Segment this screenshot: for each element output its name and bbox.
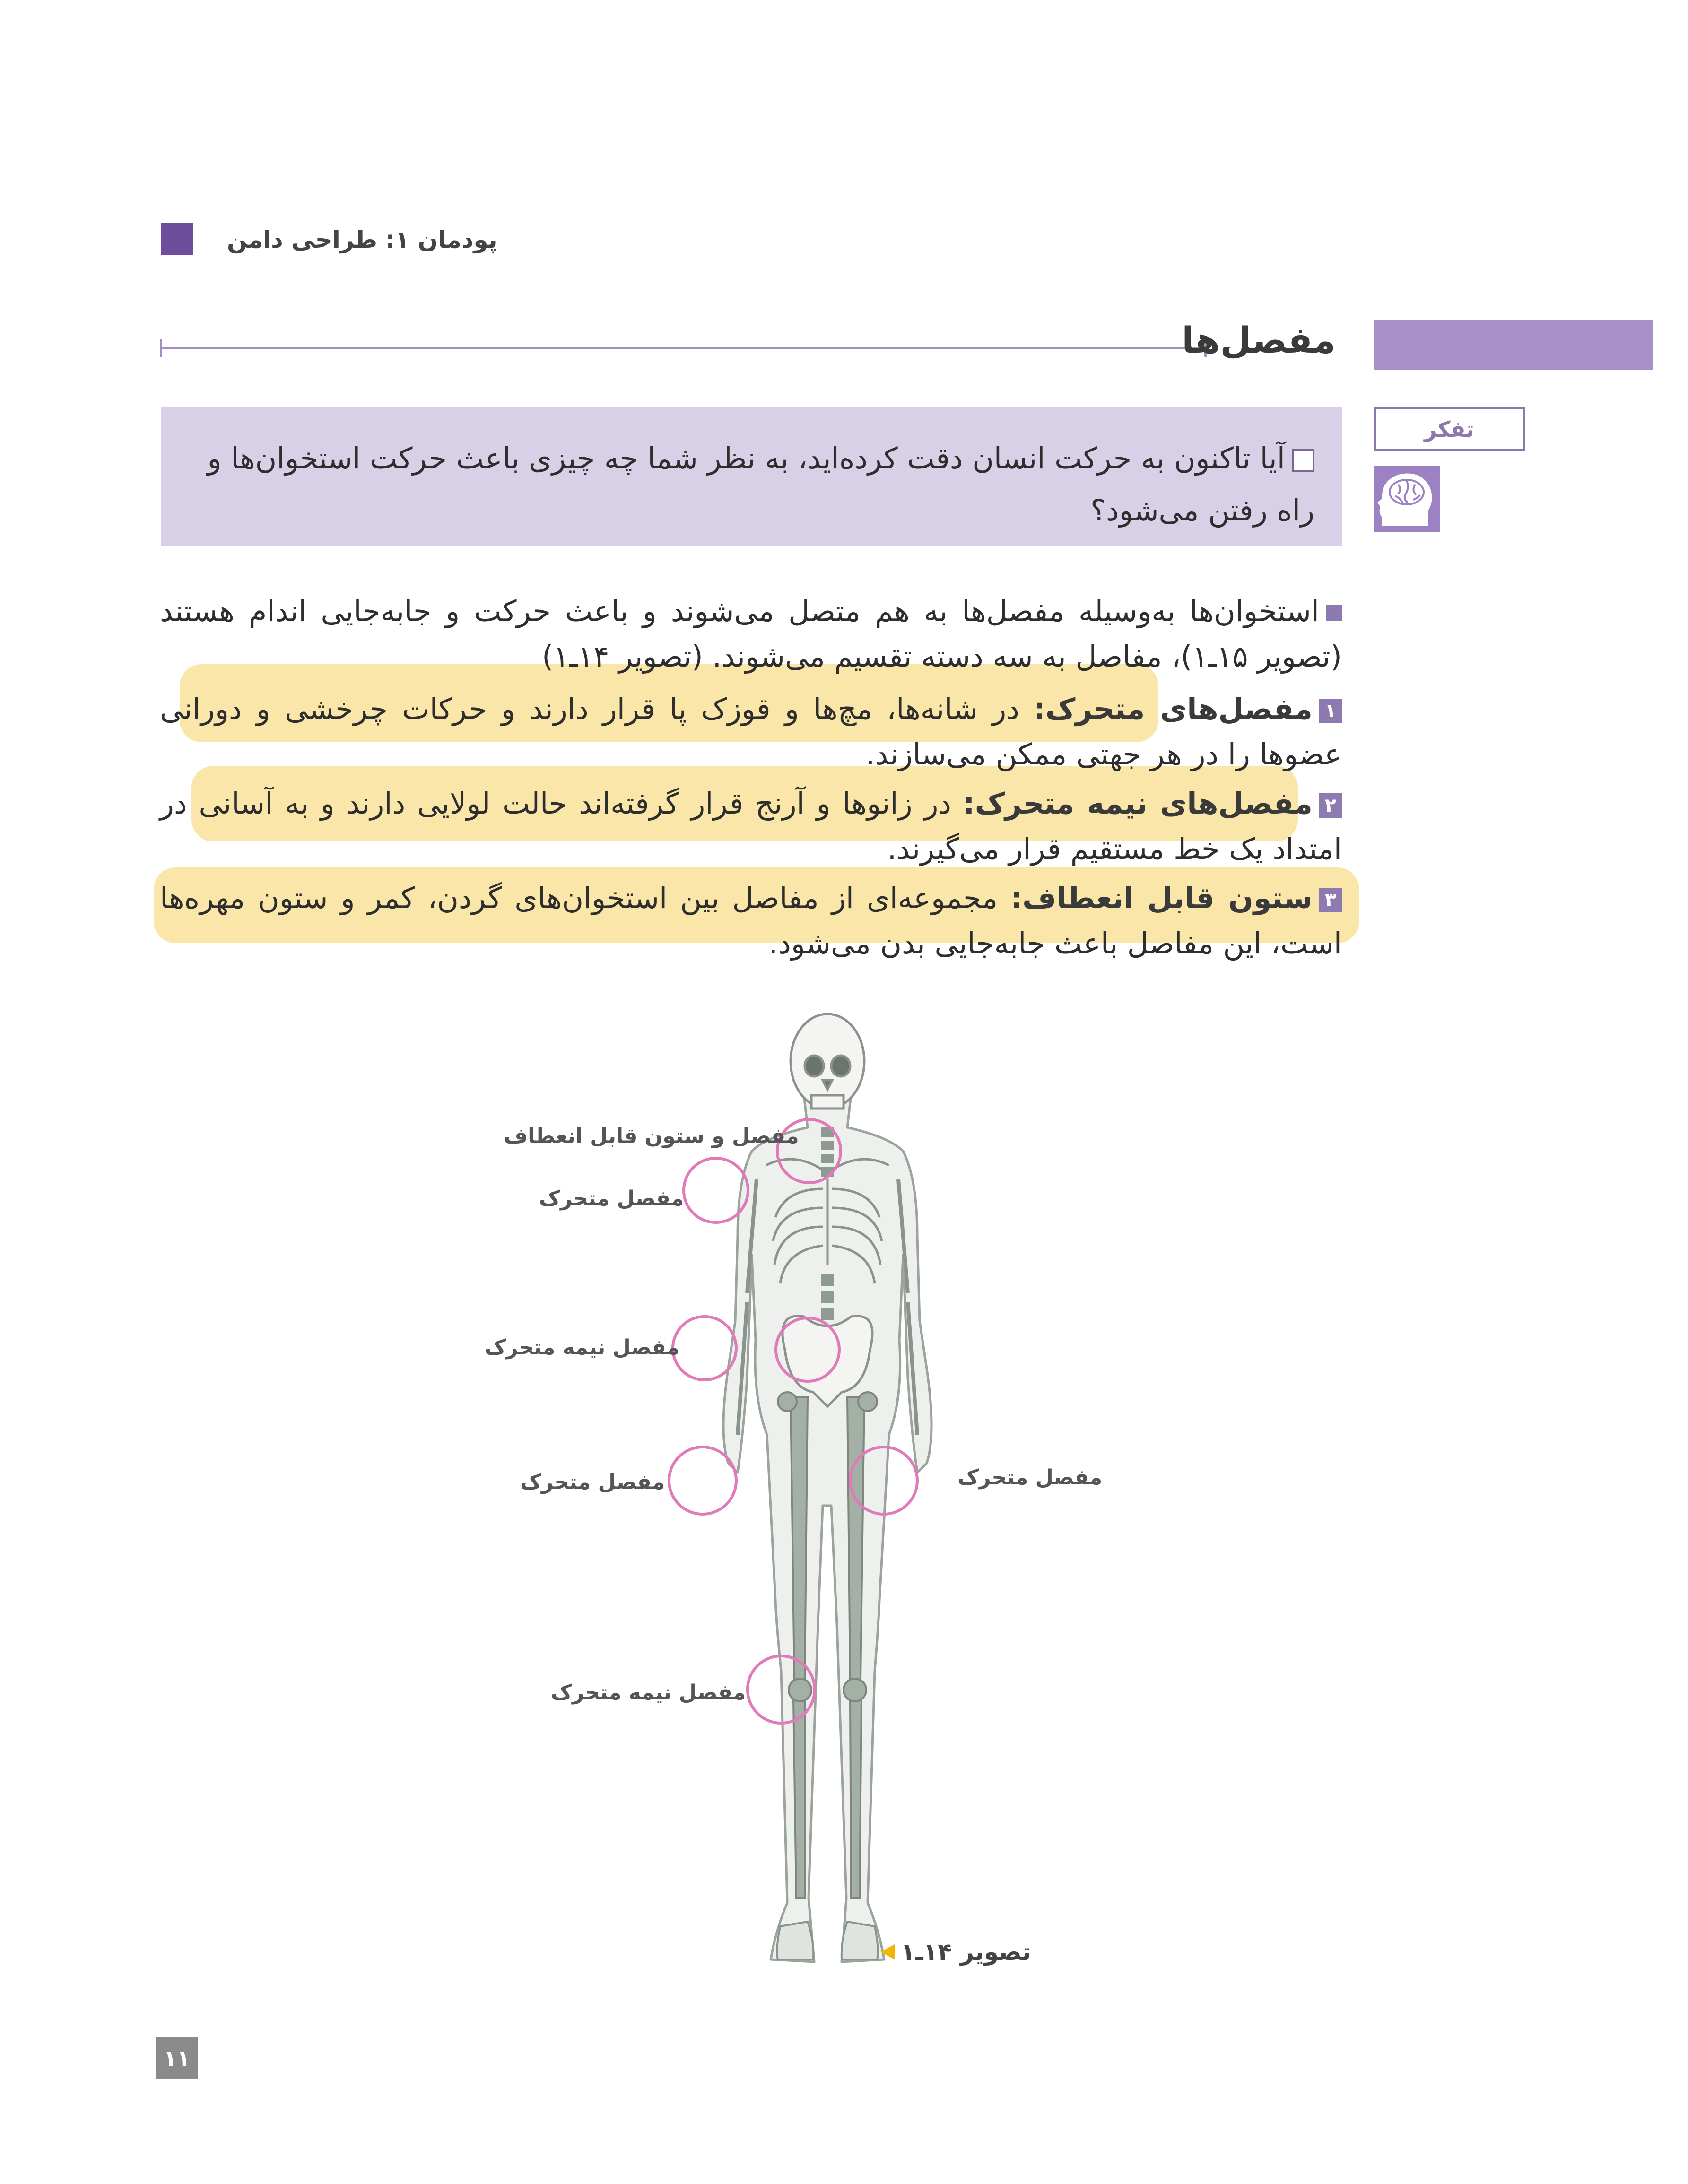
item-term: مفصل‌های نیمه متحرک: — [963, 786, 1313, 821]
joint-ring-hip — [849, 1446, 919, 1516]
page-number-box — [156, 2037, 198, 2079]
item-number: ۲ — [1319, 793, 1342, 818]
label-elbow: مفصل نیمه متحرک — [485, 1335, 680, 1360]
think-tag-label: تفکر — [1424, 416, 1474, 442]
caption-arrow-icon — [880, 1944, 895, 1959]
header-square — [161, 223, 193, 255]
list-item — [160, 875, 1342, 966]
list-item — [160, 781, 1342, 872]
item-text: مجموعه‌ای از مفاصل بین استخوان‌های گردن، کمر و ستون مهره‌ها است، این مفاصل باعث جابه‌جایی بدن می‌شود. — [160, 881, 1342, 961]
list-item — [160, 686, 1342, 777]
page-number: ۱۱ — [163, 2045, 191, 2071]
checkbox[interactable] — [1292, 449, 1314, 472]
section-rule — [161, 347, 1206, 349]
item-text: در زانوها و آرنج قرار گرفته‌اند حالت لولایی دارند و به آسانی در امتداد یک خط مستقیم قرار می‌گیرند. — [160, 786, 1342, 866]
item-number: ۳ — [1319, 888, 1342, 912]
label-wrist: مفصل متحرک — [520, 1470, 665, 1494]
section-tab — [1374, 320, 1653, 370]
figure-caption: تصویر ۱۴ـ۱ — [901, 1938, 1031, 1966]
joint-ring-shoulder — [682, 1157, 749, 1224]
joint-ring-spine — [774, 1317, 841, 1383]
label-shoulder: مفصل متحرک — [539, 1187, 684, 1211]
item-term: ستون قابل انعطاف: — [1010, 881, 1313, 915]
item-term: مفصل‌های متحرک: — [1034, 692, 1313, 726]
intro-text: استخوان‌ها به‌وسیله مفصل‌ها به هم متصل می‌شوند و باعث حرکت و جابه‌جایی اندام هستند (تصویر ۱۵ـ۱)، مفاصل به سه دسته تقسیم می‌شوند. (تصویر ۱۴ـ۱) — [160, 594, 1342, 674]
running-title: پودمان ۱: طراحی دامن — [227, 226, 497, 253]
think-question — [184, 433, 1314, 537]
joint-ring-elbow — [671, 1315, 738, 1381]
item-text: در شانه‌ها، مچ‌ها و قوزک پا قرار دارند و حرکات چرخشی و دورانی عضوها را در هر جهتی ممکن می‌سازند. — [160, 692, 1342, 771]
label-spine: مفصل و ستون قابل انعطاف — [504, 1124, 799, 1148]
bullet-square — [1326, 605, 1342, 621]
section-rule-cap-left — [160, 339, 162, 357]
section-title: مفصل‌ها — [1182, 319, 1336, 361]
intro-paragraph — [160, 589, 1342, 679]
joint-ring-knee — [746, 1655, 816, 1725]
item-number: ۱ — [1319, 699, 1342, 723]
think-tag — [1374, 407, 1525, 451]
brain-head-icon — [1374, 466, 1440, 532]
think-question-text: آیا تاکنون به حرکت انسان دقت کرده‌اید، به نظر شما چه چیزی باعث حرکت استخوان‌ها و راه رفتن می‌شود؟ — [207, 441, 1314, 528]
label-hip: مفصل متحرک — [957, 1465, 1103, 1490]
joint-ring-wrist — [668, 1446, 738, 1516]
label-knee: مفصل نیمه متحرک — [551, 1681, 746, 1705]
